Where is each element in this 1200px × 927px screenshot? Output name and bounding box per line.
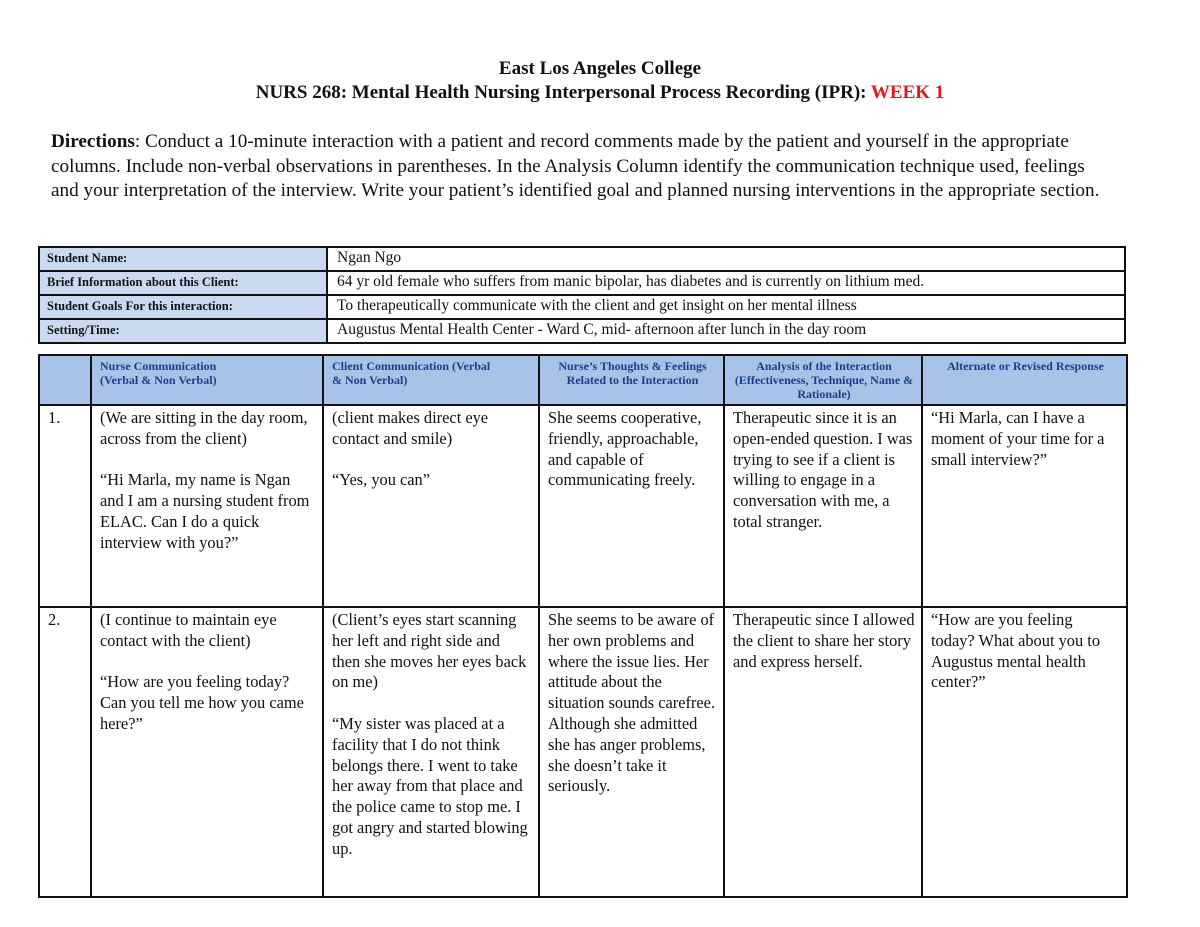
- header-text: (Verbal & Non Verbal): [100, 373, 217, 387]
- cell-text: “How are you feeling today? Can you tell me how you came here?”: [100, 672, 304, 733]
- client-communication-cell: [323, 405, 539, 607]
- info-row-student-goals: [39, 295, 1125, 319]
- info-label: Student Name:: [39, 247, 327, 271]
- info-row-student-name: [39, 247, 1125, 271]
- header-text: Client Communication (Verbal: [332, 359, 491, 373]
- info-label: Setting/Time:: [39, 319, 327, 343]
- header-text: Nurse Communication: [100, 359, 217, 373]
- cell-text: (I continue to maintain eye contact with the client): [100, 610, 277, 650]
- cell-text: (Client’s eyes start scanning her left and right side and then she moves her eyes back on me): [332, 610, 527, 692]
- directions-text: : Conduct a 10-minute interaction with a patient and record comments made by the patient and yourself in the appropriate columns. Include non-verbal observations in parentheses. In the Analysis Column identify the communication technique used, feelings and your interpretation of the interview. Write your patient’s identified goal and planned nursing interventions in the appropriate section.: [51, 131, 1100, 201]
- header-number: [39, 355, 91, 405]
- header-client-communication: [323, 355, 539, 405]
- info-row-setting-time: [39, 319, 1125, 343]
- nurse-communication-cell: [91, 405, 323, 607]
- header-nurse-communication: [91, 355, 323, 405]
- info-value: 64 yr old female who suffers from manic bipolar, has diabetes and is currently on lithium med.: [327, 271, 1125, 295]
- header-alternate-response: Alternate or Revised Response: [922, 355, 1127, 405]
- student-info-table: [38, 246, 1126, 344]
- cell-text: “Hi Marla, my name is Ngan and I am a nursing student from ELAC. Can I do a quick interview with you?”: [100, 470, 310, 552]
- header-analysis: Analysis of the Interaction (Effectiveness, Technique, Name & Rationale): [724, 355, 922, 405]
- info-row-client-info: [39, 271, 1125, 295]
- ipr-header-row: [39, 355, 1127, 405]
- header-nurse-thoughts: Nurse’s Thoughts & Feelings Related to the Interaction: [539, 355, 724, 405]
- header-text: & Non Verbal): [332, 373, 408, 387]
- row-number: 2.: [39, 607, 91, 897]
- info-value: Augustus Mental Health Center - Ward C, mid- afternoon after lunch in the day room: [327, 319, 1125, 343]
- cell-text: “Yes, you can”: [332, 470, 431, 490]
- cell-text: (We are sitting in the day room, across from the client): [100, 408, 308, 448]
- info-label: Brief Information about this Client:: [39, 271, 327, 295]
- alternate-response-cell: “Hi Marla, can I have a moment of your time for a small interview?”: [922, 405, 1127, 607]
- analysis-cell: Therapeutic since I allowed the client to share her story and express herself.: [724, 607, 922, 897]
- info-value: Ngan Ngo: [327, 247, 1125, 271]
- row-number: 1.: [39, 405, 91, 607]
- client-communication-cell: [323, 607, 539, 897]
- nurse-thoughts-cell: She seems to be aware of her own problems and where the issue lies. Her attitude about the situation sounds carefree. Although she admitted she has anger problems, she doesn’t take it seriously.: [539, 607, 724, 897]
- analysis-cell: Therapeutic since it is an open-ended question. I was trying to see if a client is willing to engage in a conversation with me, a total stranger.: [724, 405, 922, 607]
- info-value: To therapeutically communicate with the client and get insight on her mental illness: [327, 295, 1125, 319]
- nurse-communication-cell: [91, 607, 323, 897]
- table-row: [39, 607, 1127, 897]
- nurse-thoughts-cell: She seems cooperative, friendly, approachable, and capable of communicating freely.: [539, 405, 724, 607]
- directions-label: Directions: [51, 131, 135, 152]
- info-label: Student Goals For this interaction:: [39, 295, 327, 319]
- directions-paragraph: [51, 130, 1111, 204]
- course-title: [0, 82, 1200, 104]
- college-name: East Los Angeles College: [498, 58, 702, 79]
- ipr-table: [38, 354, 1128, 898]
- course-title-text: NURS 268: Mental Health Nursing Interpersonal Process Recording (IPR):: [255, 82, 871, 103]
- alternate-response-cell: “How are you feeling today? What about you to Augustus mental health center?”: [922, 607, 1127, 897]
- cell-text: “My sister was placed at a facility that I do not think belongs there. I went to take her away from that place and the police came to stop me. I got angry and started blowing up.: [332, 713, 528, 858]
- week-label: WEEK 1: [870, 82, 945, 103]
- cell-text: (client makes direct eye contact and smile): [332, 408, 489, 448]
- table-row: [39, 405, 1127, 607]
